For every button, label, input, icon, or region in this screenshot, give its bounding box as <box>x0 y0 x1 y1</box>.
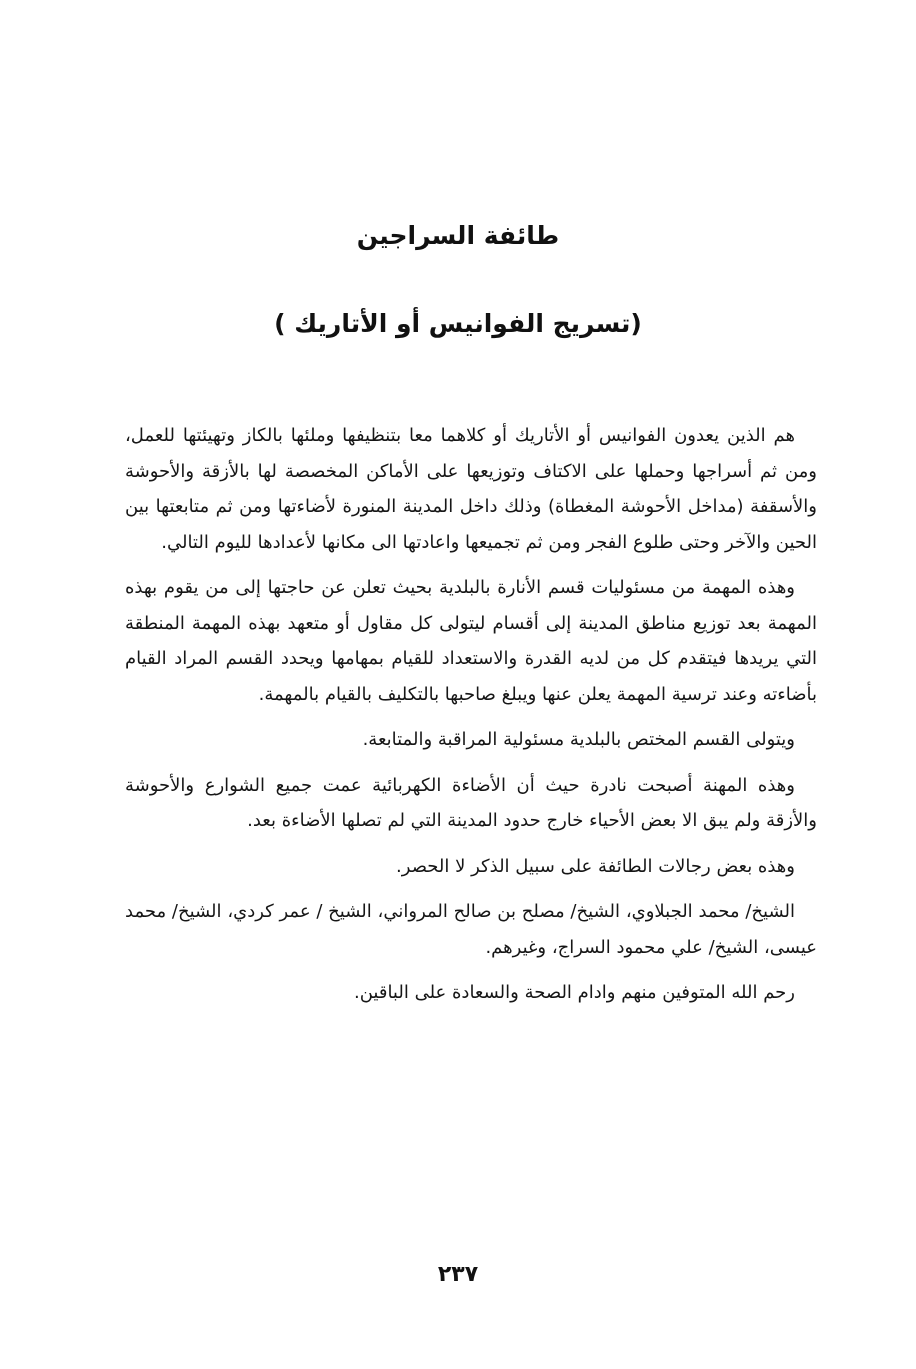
page-number: ٢٣٧ <box>437 1262 479 1287</box>
paragraph-intro: هم الذين يعدون الفوانيس أو الأتاريك أو كلاهما معا بتنظيفها وملئها بالكاز وتهيئتها للعمل، ومن ثم أسراجها وحملها على الاكتاف وتوزيعها على الأماكن المخصصة لها بالأزقة والأحوشة والأسقفة (مداخل الأحوشة المغطاة) وذلك داخل المدينة المنورة لأضاءتها ومن ثم متابعتها بين الحين والآخر وحتى طلوع الفجر ومن ثم تجميعها واعادتها الى مكانها لأعدادها لليوم التالي. <box>125 425 817 553</box>
paragraph-rarity: وهذه المهنة أصبحت نادرة حيث أن الأضاءة الكهربائية عمت جميع الشوارع والأحوشة والأزقة ولم يبق الا بعض الأحياء خارج حدود المدينة التي لم تصلها الأضاءة بعد. <box>125 774 817 831</box>
paragraph-prayer: رحم الله المتوفين منهم وادام الصحة والسعادة على الباقين. <box>353 982 795 1003</box>
body-text <box>125 418 817 1021</box>
paragraph-responsibility: وهذه المهمة من مسئوليات قسم الأنارة بالبلدية بحيث تعلن عن حاجتها إلى من يقوم بهذه المهمة بعد توزيع مناطق المدينة إلى أقسام ليتولى كل مقاول أو متعهد بهذه المهمة المنطقة التي يريدها فيتقدم كل من لديه القدرة والاستعداد للقيام بمهامها ويحدد القسم المراد القيام بأضاءته وعند ترسية المهمة يعلن عنها ويبلغ صاحبها بالتكليف بالقيام بالمهمة. <box>125 577 817 705</box>
paragraph-supervision: ويتولى القسم المختص بالبلدية مسئولية المراقبة والمتابعة. <box>362 729 795 750</box>
page-title: طائفة السراجين <box>356 221 560 250</box>
page-subtitle: (تسريج الفوانيس أو الأتاريك ) <box>274 309 642 338</box>
paragraph-men-intro: وهذه بعض رجالات الطائفة على سبيل الذكر لا الحصر. <box>396 855 795 877</box>
paragraph-names: الشيخ/ محمد الجبلاوي، الشيخ/ مصلح بن صالح المرواني، الشيخ / عمر كردي، الشيخ/ محمد عيسى، الشيخ/ علي محمود السراج، وغيرهم. <box>125 901 817 958</box>
